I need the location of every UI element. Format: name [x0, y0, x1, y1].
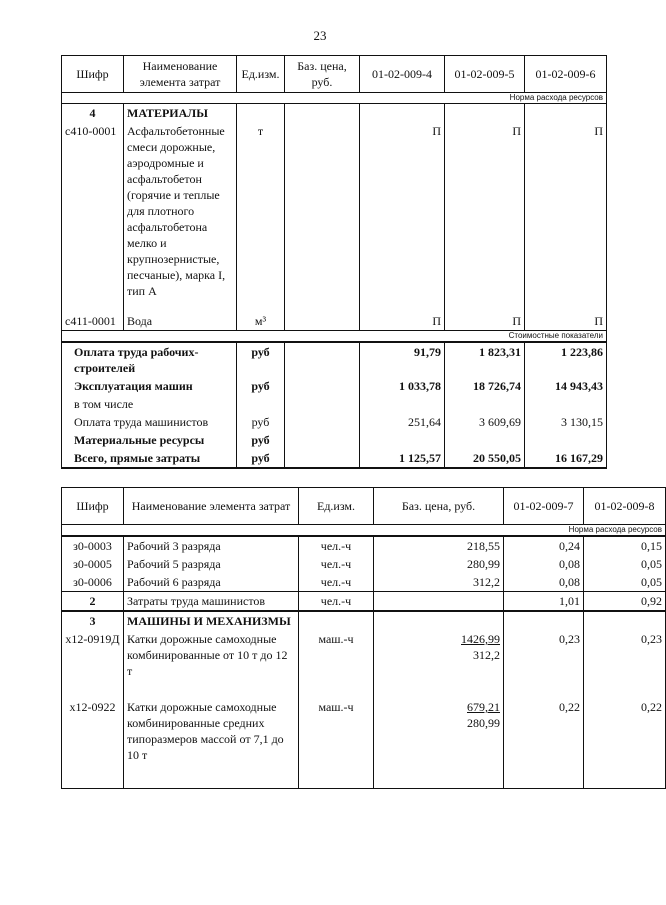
- cost-value: 251,64: [360, 413, 445, 431]
- cost-name: Всего, прямые затраты: [62, 449, 237, 468]
- worker-value: 0,24: [504, 536, 584, 555]
- item-code: с411-0001: [62, 312, 124, 331]
- item-unit: т: [237, 122, 285, 312]
- cost-value: 1 223,86: [525, 342, 607, 377]
- norm-label: Норма расхода ресурсов: [62, 525, 666, 537]
- section-title: МАТЕРИАЛЫ: [124, 104, 237, 123]
- worker-code: з0-0005: [62, 555, 124, 573]
- cost-label: Стоимостные показатели: [62, 331, 607, 343]
- worker-price: 218,55: [374, 536, 504, 555]
- item-value: П: [525, 312, 607, 331]
- machine-operator-price: 280,99: [467, 716, 500, 730]
- cost-value: 18 726,74: [445, 377, 525, 395]
- item-name: Вода: [124, 312, 237, 331]
- item-unit: м³: [237, 312, 285, 331]
- cost-unit: руб: [237, 377, 285, 395]
- item-value: П: [445, 312, 525, 331]
- cost-value: 20 550,05: [445, 449, 525, 468]
- cost-name: Материальные ресурсы: [62, 431, 237, 449]
- item-code: с410-0001: [62, 122, 124, 312]
- cost-value: 91,79: [360, 342, 445, 377]
- operators-code: 2: [62, 592, 124, 612]
- cost-value: 3 609,69: [445, 413, 525, 431]
- cost-name: в том числе: [62, 395, 237, 413]
- header-code: Шифр: [62, 488, 124, 525]
- section-number: 3: [62, 611, 124, 630]
- worker-unit: чел.-ч: [299, 536, 374, 555]
- item-value: П: [525, 122, 607, 312]
- section-number: 4: [62, 104, 124, 123]
- cost-value: 16 167,29: [525, 449, 607, 468]
- cost-unit: руб: [237, 431, 285, 449]
- page-number: 23: [313, 28, 327, 43]
- item-value: П: [360, 122, 445, 312]
- worker-code: з0-0003: [62, 536, 124, 555]
- worker-code: з0-0006: [62, 573, 124, 592]
- cost-value: 1 033,78: [360, 377, 445, 395]
- worker-price: 280,99: [374, 555, 504, 573]
- cost-name: Эксплуатация машин: [62, 377, 237, 395]
- machine-code: х12-0919Д: [62, 630, 124, 698]
- cost-unit: руб: [237, 449, 285, 468]
- header-unit: Ед.изм.: [299, 488, 374, 525]
- worker-name: Рабочий 6 разряда: [124, 573, 299, 592]
- worker-unit: чел.-ч: [299, 555, 374, 573]
- header-col3: 01-02-009-6: [525, 56, 607, 93]
- header-code: Шифр: [62, 56, 124, 93]
- operators-unit: чел.-ч: [299, 592, 374, 612]
- machine-price: 679,21: [467, 700, 500, 714]
- machine-value: 0,23: [504, 630, 584, 698]
- machine-name: Катки дорожные самоходные комбинированные от 10 т до 12 т: [124, 630, 299, 698]
- header-col1: 01-02-009-7: [504, 488, 584, 525]
- machine-price: 1426,99: [461, 632, 500, 646]
- worker-value: 0,05: [584, 573, 666, 592]
- machine-name: Катки дорожные самоходные комбинированные средних типоразмеров массой от 7,1 до 10 т: [124, 698, 299, 788]
- header-col1: 01-02-009-4: [360, 56, 445, 93]
- cost-name: Оплата труда машинистов: [62, 413, 237, 431]
- cost-value: 1 125,57: [360, 449, 445, 468]
- cost-name: Оплата труда рабочих-строителей: [62, 342, 237, 377]
- machine-code: х12-0922: [62, 698, 124, 788]
- item-name: Асфальтобетонные смеси дорожные, аэродромные и асфальтобетон (горячие и теплые для плотного асфальтобетона мелко и крупнозернистые, песчаные), марка I, тип А: [124, 122, 237, 312]
- header-col2: 01-02-009-8: [584, 488, 666, 525]
- header-name: Наименование элемента затрат: [124, 56, 237, 93]
- resources-table: [61, 487, 666, 789]
- worker-unit: чел.-ч: [299, 573, 374, 592]
- norm-label: Норма расхода ресурсов: [62, 93, 607, 104]
- operators-value: 1,01: [504, 592, 584, 612]
- worker-price: 312,2: [374, 573, 504, 592]
- header-col2: 01-02-009-5: [445, 56, 525, 93]
- cost-value: 3 130,15: [525, 413, 607, 431]
- materials-table: [61, 55, 607, 469]
- operators-value: 0,92: [584, 592, 666, 612]
- header-name: Наименование элемента затрат: [124, 488, 299, 525]
- item-value: П: [445, 122, 525, 312]
- header-unit: Ед.изм.: [237, 56, 285, 93]
- machine-value: 0,22: [584, 698, 666, 788]
- cost-unit: руб: [237, 342, 285, 377]
- section-title: МАШИНЫ И МЕХАНИЗМЫ: [124, 611, 299, 630]
- machine-value: 0,23: [584, 630, 666, 698]
- operators-name: Затраты труда машинистов: [124, 592, 299, 612]
- header-price: Баз. цена, руб.: [285, 56, 360, 93]
- worker-name: Рабочий 3 разряда: [124, 536, 299, 555]
- cost-unit: руб: [237, 413, 285, 431]
- machine-value: 0,22: [504, 698, 584, 788]
- worker-value: 0,05: [584, 555, 666, 573]
- cost-value: 1 823,31: [445, 342, 525, 377]
- machine-unit: маш.-ч: [299, 630, 374, 698]
- worker-value: 0,08: [504, 573, 584, 592]
- worker-value: 0,15: [584, 536, 666, 555]
- machine-unit: маш.-ч: [299, 698, 374, 788]
- worker-name: Рабочий 5 разряда: [124, 555, 299, 573]
- item-value: П: [360, 312, 445, 331]
- worker-value: 0,08: [504, 555, 584, 573]
- header-price: Баз. цена, руб.: [374, 488, 504, 525]
- cost-value: 14 943,43: [525, 377, 607, 395]
- machine-operator-price: 312,2: [473, 648, 500, 662]
